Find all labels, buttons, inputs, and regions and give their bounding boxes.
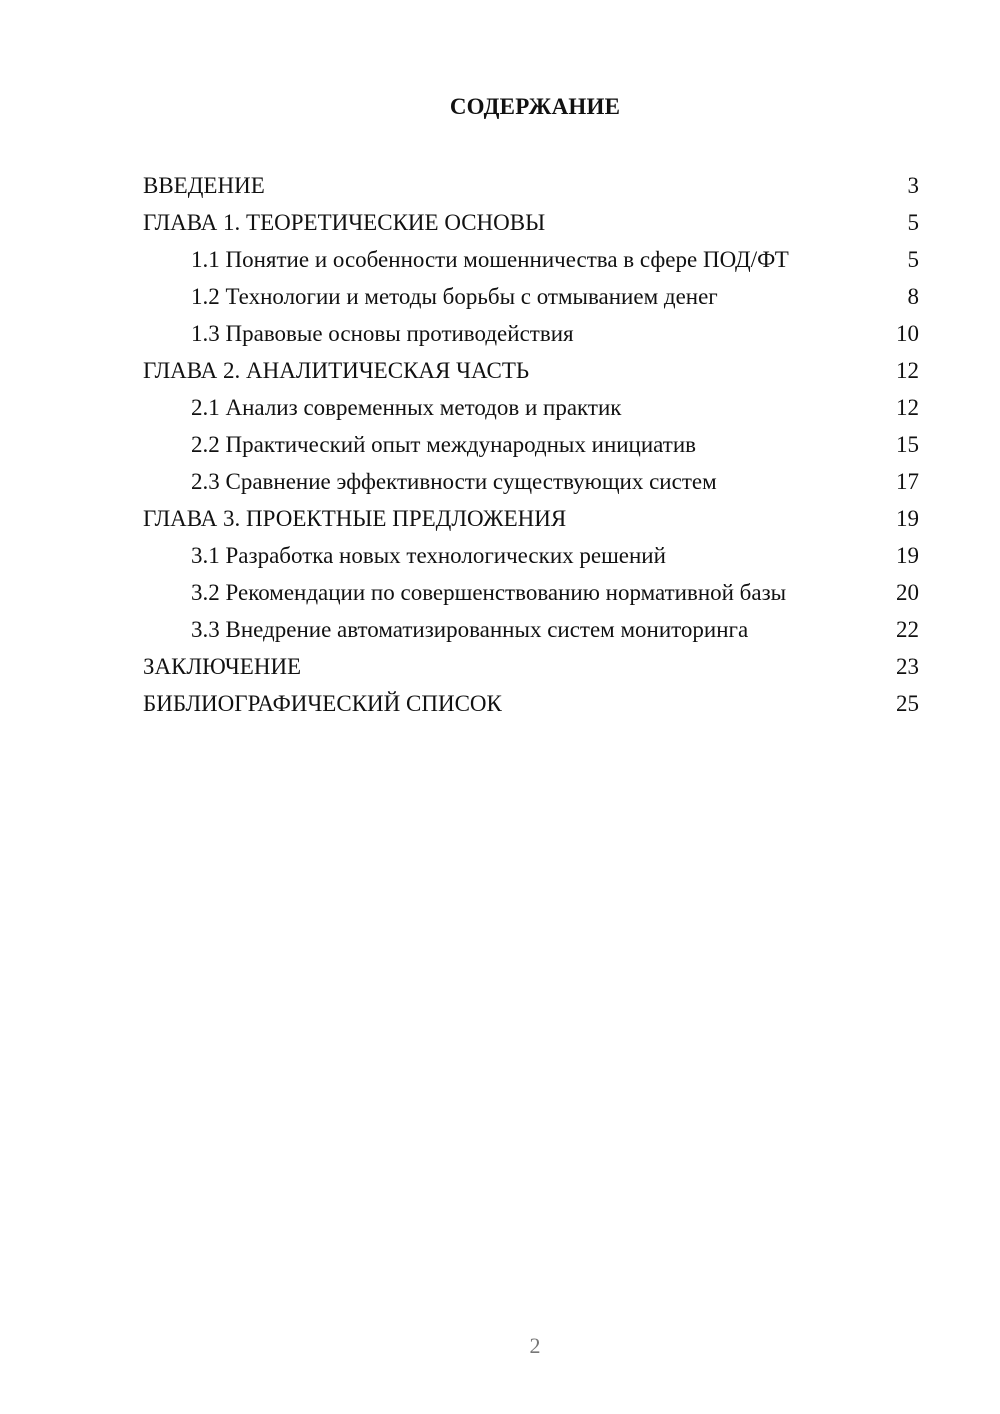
toc-entry-label: 3.1 Разработка новых технологических решений — [191, 543, 666, 568]
toc-entry[interactable] — [143, 686, 919, 723]
toc-entry-page: 5 — [907, 210, 919, 235]
toc-subentry[interactable] — [143, 464, 919, 501]
toc-entry-page: 25 — [896, 691, 919, 716]
toc-entry-label: ГЛАВА 2. АНАЛИТИЧЕСКАЯ ЧАСТЬ — [143, 358, 530, 383]
page-title: СОДЕРЖАНИЕ — [449, 94, 621, 119]
toc-entry-page: 20 — [896, 580, 919, 605]
toc-subentry[interactable] — [143, 538, 919, 575]
toc-subentry[interactable] — [143, 242, 919, 279]
toc-entry-page: 19 — [896, 543, 919, 568]
toc-entry-label: ГЛАВА 1. ТЕОРЕТИЧЕСКИЕ ОСНОВЫ — [143, 210, 546, 235]
toc-entry-page: 17 — [896, 469, 919, 494]
page-number: 2 — [529, 1333, 541, 1358]
toc-subentry[interactable] — [143, 612, 919, 649]
toc-subentry[interactable] — [143, 316, 919, 353]
toc-entry-page: 12 — [896, 358, 919, 383]
toc-entry-label: БИБЛИОГРАФИЧЕСКИЙ СПИСОК — [143, 691, 502, 716]
toc-entry-page: 19 — [896, 506, 919, 531]
toc-entry[interactable] — [143, 168, 919, 205]
toc-entry-label: 2.2 Практический опыт международных инициатив — [191, 432, 697, 457]
toc-entry-page: 3 — [907, 173, 919, 198]
toc-entry-page: 15 — [896, 432, 919, 457]
toc-entry-page: 12 — [896, 395, 919, 420]
toc-entry[interactable] — [143, 205, 919, 242]
toc-subentry[interactable] — [143, 390, 919, 427]
toc-entry-label: 1.2 Технологии и методы борьбы с отмыванием денег — [191, 284, 718, 309]
toc-entry-label: 3.2 Рекомендации по совершенствованию нормативной базы — [191, 580, 787, 605]
toc-entry-label: 3.3 Внедрение автоматизированных систем мониторинга — [191, 617, 749, 642]
toc-entry-label: 1.1 Понятие и особенности мошенничества в сфере ПОД/ФТ — [191, 247, 789, 272]
toc-entry-page: 23 — [896, 654, 919, 679]
toc-entry-page: 10 — [896, 321, 919, 346]
table-of-contents — [143, 168, 919, 723]
toc-entry[interactable] — [143, 649, 919, 686]
toc-subentry[interactable] — [143, 575, 919, 612]
toc-entry-page: 22 — [896, 617, 919, 642]
toc-entry-label: 2.3 Сравнение эффективности существующих систем — [191, 469, 717, 494]
toc-entry-label: ГЛАВА 3. ПРОЕКТНЫЕ ПРЕДЛОЖЕНИЯ — [143, 506, 567, 531]
toc-entry-label: ВВЕДЕНИЕ — [143, 173, 265, 198]
toc-entry[interactable] — [143, 353, 919, 390]
toc-entry-label: ЗАКЛЮЧЕНИЕ — [143, 654, 302, 679]
toc-entry-page: 5 — [907, 247, 919, 272]
toc-subentry[interactable] — [143, 427, 919, 464]
toc-subentry[interactable] — [143, 279, 919, 316]
toc-entry-page: 8 — [907, 284, 919, 309]
toc-entry-label: 2.1 Анализ современных методов и практик — [191, 395, 622, 420]
toc-entry[interactable] — [143, 501, 919, 538]
toc-entry-label: 1.3 Правовые основы противодействия — [191, 321, 574, 346]
